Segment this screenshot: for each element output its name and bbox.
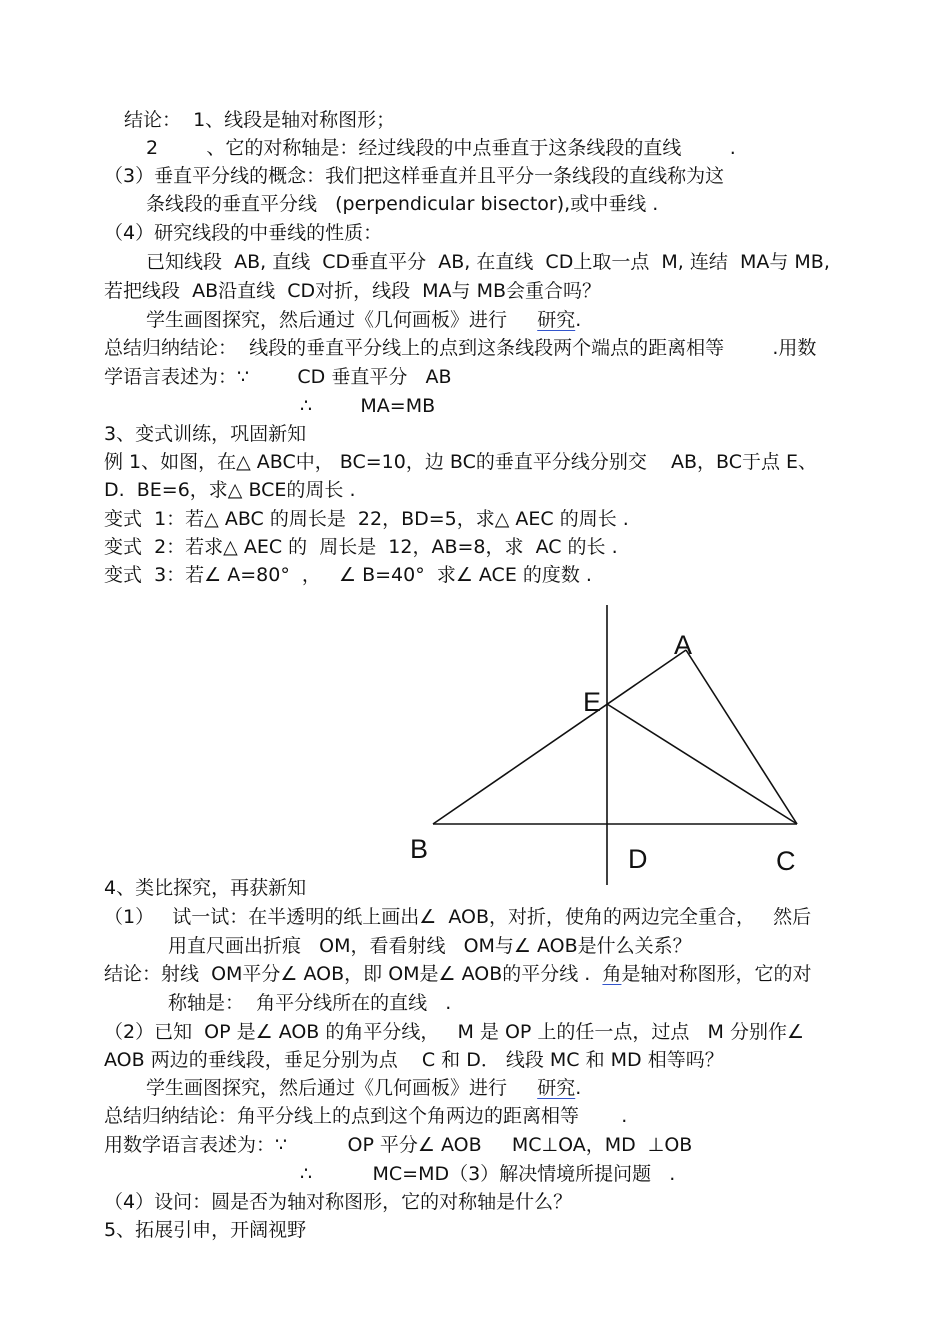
segment-EC [607,704,797,824]
segment-AC [686,650,797,824]
conclusion-2: 2 、它的对称轴是：经过线段的中点垂直于这条线段的直线 . [146,137,736,159]
math-conclusion-1: ∴ MA=MB [300,395,436,417]
research-link-2[interactable]: 研究 [537,1077,576,1099]
research-link[interactable]: 研究 [537,309,576,331]
section-5-heading: 5、拓展引申，开阔视野 [104,1219,307,1241]
summary-2: 总结归纳结论：角平分线上的点到这个角两边的距离相等 . [104,1105,628,1127]
example-1: 例 1、如图，在△ ABC中， BC=10，边 BC的垂直平分线分别交 AB，BC于点 E、 [104,451,818,473]
explore-period: . [575,309,582,331]
label-E: E [583,687,602,717]
variant-1: 变式 1：若△ ABC 的周长是 22，BD=5，求△ AEC 的周长 . [104,508,629,530]
example-1-continued: D. BE=6，求△ BCE的周长 . [104,479,356,501]
math-statement-2: 用数学语言表述为：∵ OP 平分∠ AOB MC⊥OA，MD ⊥OB [104,1134,693,1156]
conclusion-1: 结论： 1、线段是轴对称图形； [124,109,396,131]
try-it: （1） 试一试：在半透明的纸上画出∠ AOB，对折，使角的两边完全重合， 然后 [104,906,812,928]
try-it-continued: 用直尺画出折痕 OM，看看射线 OM与∠ AOB是什么关系？ [168,935,692,957]
concept-continued: 条线段的垂直平分线 (perpendicular bisector),或中垂线 . [146,193,659,215]
label-A: A [674,630,693,660]
angle-link[interactable]: 角 [602,963,622,985]
label-D: D [628,844,648,874]
circle-question: （4）设问：圆是否为轴对称图形，它的对称轴是什么？ [104,1191,573,1213]
angle-bisector-problem: （2）已知 OP 是∠ AOB 的角平分线， M 是 OP 上的任一点，过点 M 分别作∠ [104,1021,805,1043]
explore-text: 学生画图探究，然后通过《几何画板》进行 [146,309,538,331]
property-given: 已知线段 AB, 直线 CD垂直平分 AB, 在直线 CD上取一点 M, 连结 MA与 MB, [146,251,830,273]
label-C: C [776,846,796,876]
concept-heading: （3）垂直平分线的概念：我们把这样垂直并且平分一条线段的直线称为这 [104,165,725,187]
label-B: B [410,834,429,864]
section-4-heading: 4、类比探究，再获新知 [104,877,307,899]
variant-2: 变式 2：若求△ AEC 的 周长是 12，AB=8，求 AC 的长 . [104,536,618,558]
summary-1: 总结归纳结论： 线段的垂直平分线上的点到这条线段两个端点的距离相等 .用数 [104,337,817,359]
angle-conclusion [104,962,811,986]
angle-conclusion-text: 结论：射线 OM平分∠ AOB，即 OM是∠ AOB的平分线 . [104,963,603,985]
segment-BA [433,650,686,824]
property-heading: （4）研究线段的中垂线的性质： [104,222,383,244]
angle-conclusion-continued: 称轴是： 角平分线所在的直线 . [168,992,452,1014]
angle-conclusion-tail: 是轴对称图形，它的对 [621,963,812,985]
variant-3: 变式 3：若∠ A=80° ， ∠ B=40° 求∠ ACE 的度数 . [104,564,592,586]
explore-line-2 [146,1076,581,1100]
angle-bisector-problem-continued: AOB 两边的垂线段，垂足分别为点 C 和 D． 线段 MC 和 MD 相等吗？ [104,1049,724,1071]
section-3-heading: 3、变式训练，巩固新知 [104,423,307,445]
math-statement-1: 学语言表述为：∵ CD 垂直平分 AB [104,366,452,388]
property-question: 若把线段 AB沿直线 CD对折，线段 MA与 MB会重合吗？ [104,280,602,302]
explore-period-2: . [575,1077,582,1099]
explore-text-2: 学生画图探究，然后通过《几何画板》进行 [146,1077,538,1099]
math-conclusion-2: ∴ MC=MD（3）解决情境所提问题 . [300,1163,676,1185]
